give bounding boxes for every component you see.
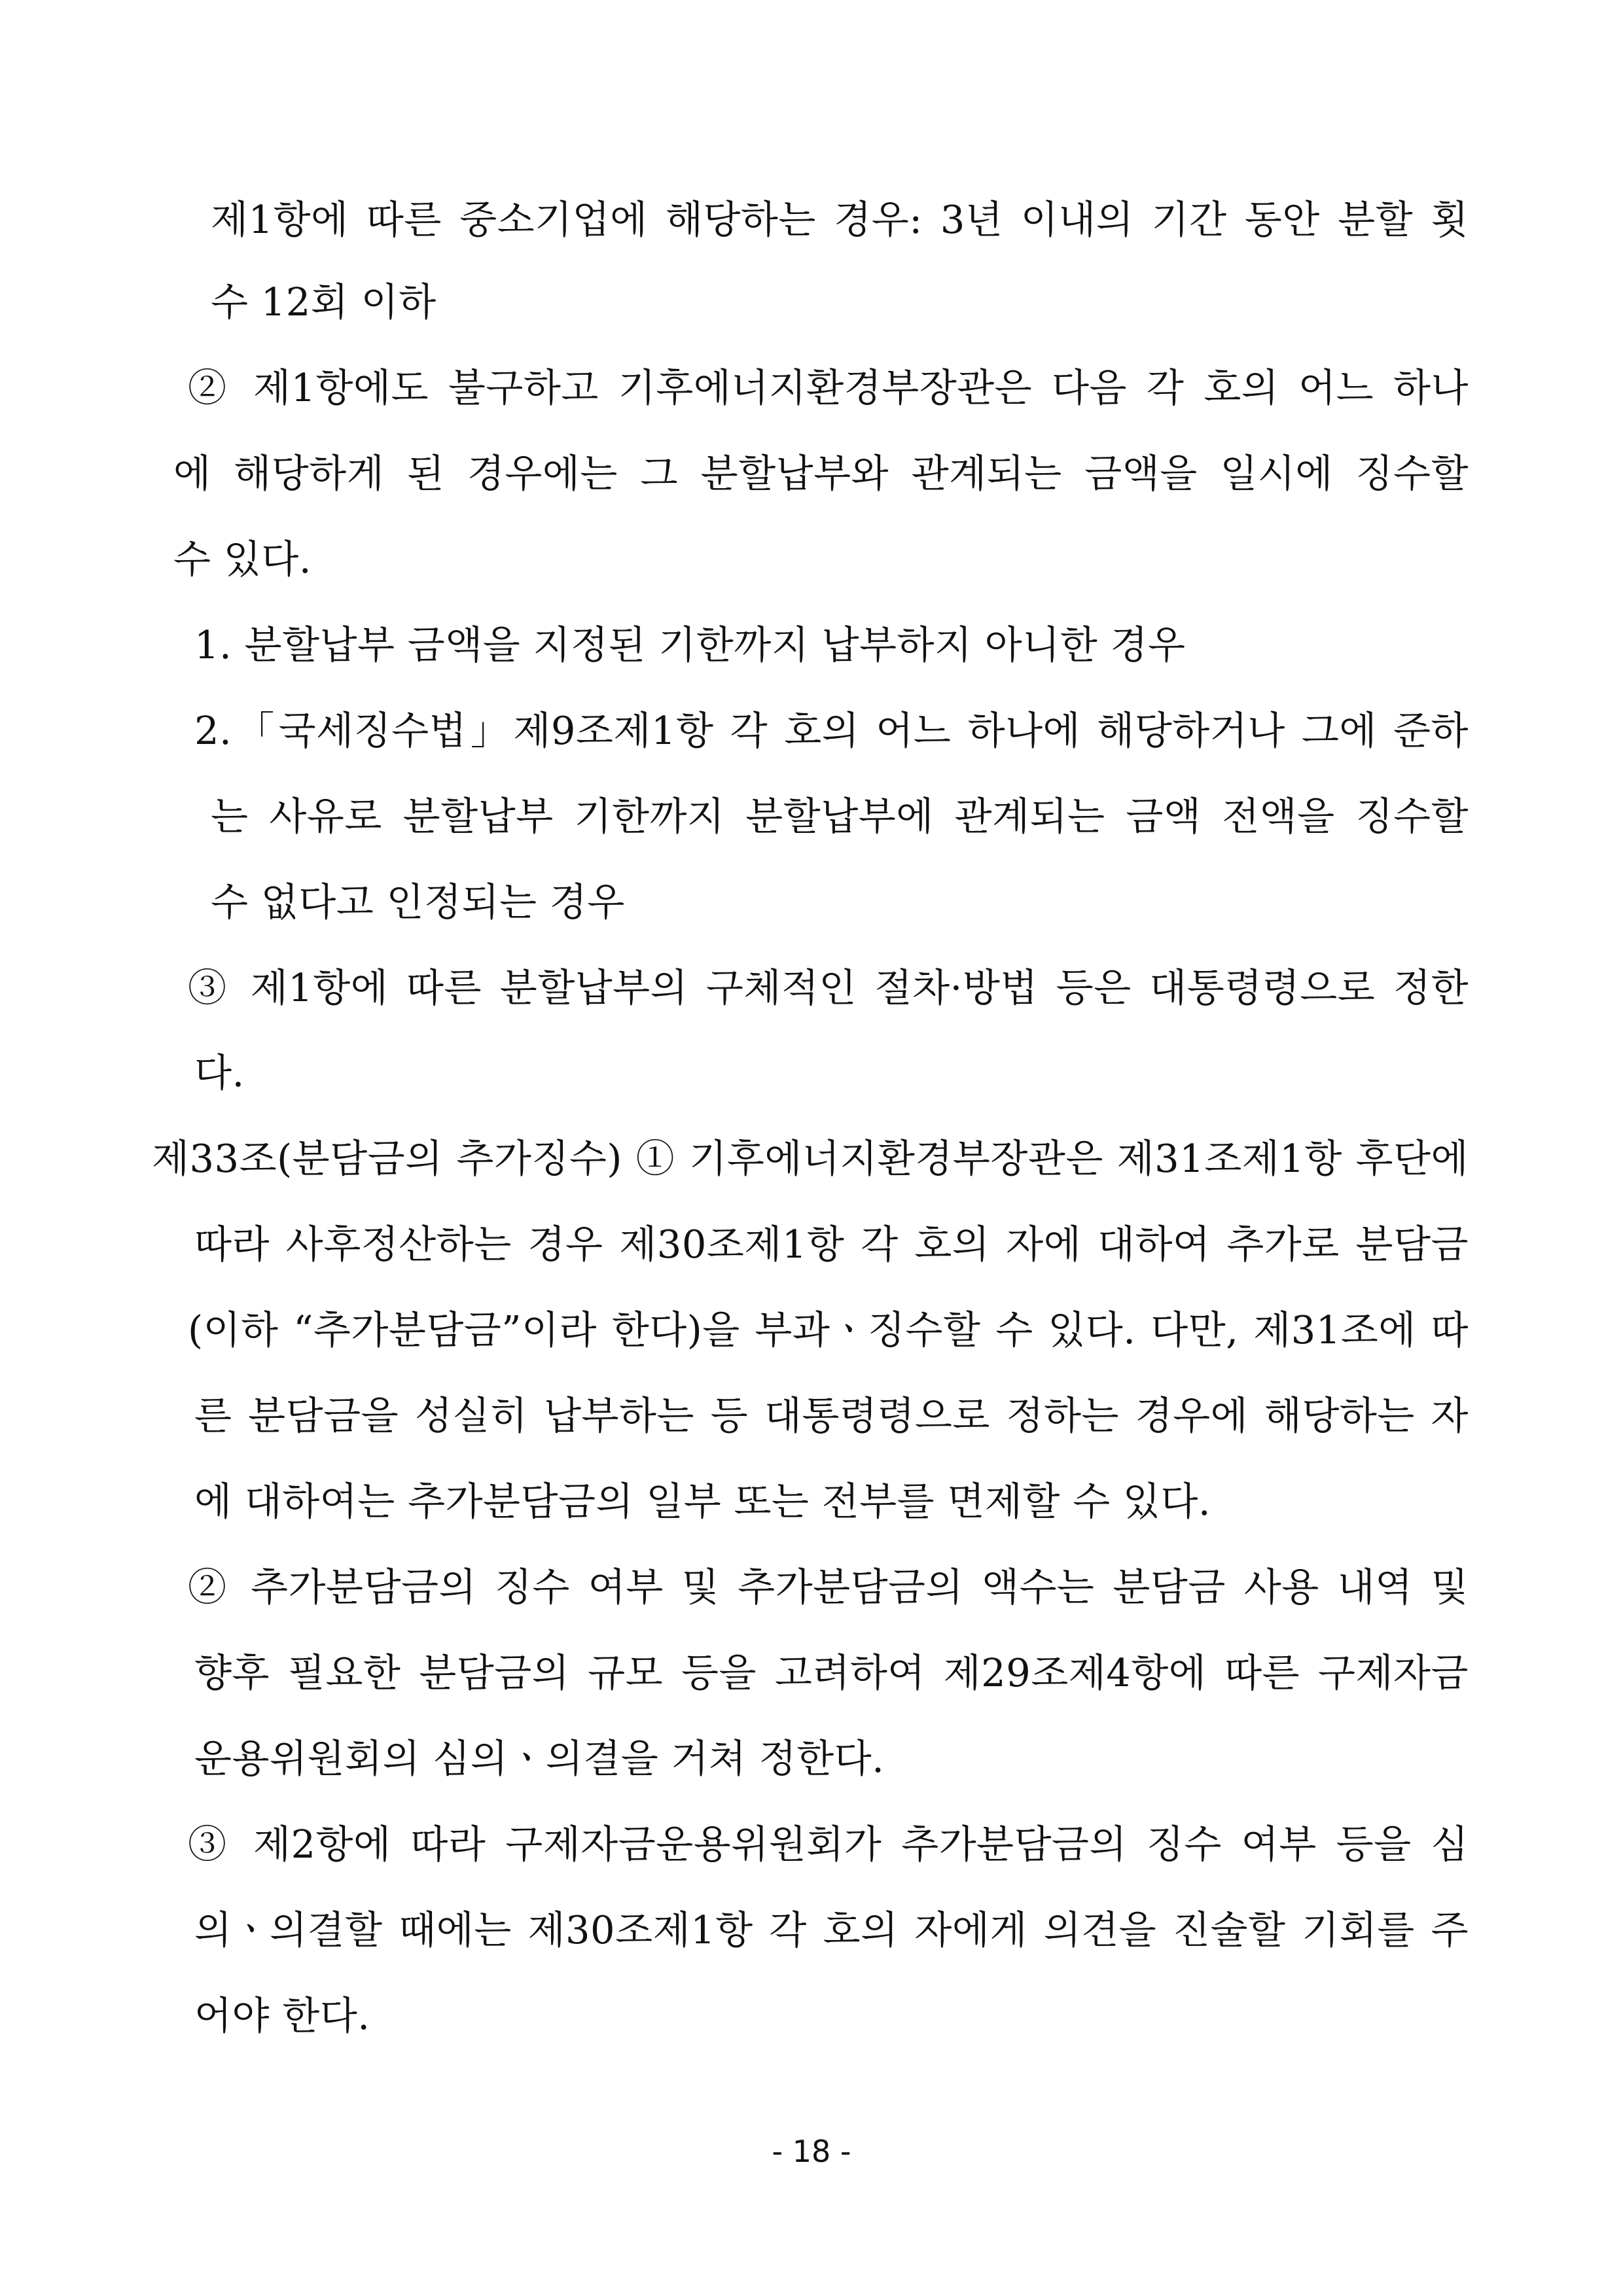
text-line-4: 에 해당하게 된 경우에는 그 분할납부와 관계되는 금액을 일시에 징수할 — [173, 451, 1469, 496]
text-line-8: 는 사유로 분할납부 기한까지 분할납부에 관계되는 금액 전액을 징수할 — [211, 794, 1469, 839]
text-line-5: 수 있다. — [173, 537, 312, 582]
text-line-3: ② 제1항에도 불구하고 기후에너지환경부장관은 다음 각 호의 어느 하나 — [188, 365, 1469, 410]
page-number: - 18 - — [772, 2134, 851, 2169]
article-heading-line: 제33조(분담금의 추가징수) ① 기후에너지환경부장관은 제31조제1항 후단에 — [152, 1136, 1469, 1181]
text-line-11: 다. — [194, 1050, 245, 1095]
text-line-13: 따라 사후정산하는 경우 제30조제1항 각 호의 자에 대하여 추가로 분담금 — [194, 1222, 1469, 1267]
text-line-17: ② 추가분담금의 징수 여부 및 추가분담금의 액수는 분담금 사용 내역 및 — [188, 1564, 1469, 1610]
text-line-21: 의ㆍ의결할 때에는 제30조제1항 각 호의 자에게 의견을 진술할 기회를 주 — [194, 1907, 1469, 1952]
text-line-14: (이하 “추가분담금”이라 한다)을 부과ㆍ징수할 수 있다. 다만, 제31조에 따 — [188, 1307, 1469, 1352]
text-line-6: 1. 분할납부 금액을 지정된 기한까지 납부하지 아니한 경우 — [194, 622, 1186, 667]
text-line-16: 에 대하여는 추가분담금의 일부 또는 전부를 면제할 수 있다. — [194, 1479, 1211, 1524]
text-line-15: 른 분담금을 성실히 납부하는 등 대통령령으로 정하는 경우에 해당하는 자 — [194, 1393, 1469, 1438]
text-line-9: 수 없다고 인정되는 경우 — [211, 879, 625, 925]
text-line-2: 수 12회 이하 — [211, 279, 437, 325]
text-line-7: 2.「국세징수법」제9조제1항 각 호의 어느 하나에 해당하거나 그에 준하 — [194, 708, 1469, 753]
text-line-18: 향후 필요한 분담금의 규모 등을 고려하여 제29조제4항에 따른 구제자금 — [194, 1650, 1469, 1695]
text-line-10: ③ 제1항에 따른 분할납부의 구체적인 절차·방법 등은 대통령령으로 정한 — [188, 965, 1469, 1010]
text-line-20: ③ 제2항에 따라 구제자금운용위원회가 추가분담금의 징수 여부 등을 심 — [188, 1822, 1469, 1867]
text-line-1: 제1항에 따른 중소기업에 해당하는 경우: 3년 이내의 기간 동안 분할 횟 — [211, 197, 1469, 242]
text-line-19: 운용위원회의 심의ㆍ의결을 거쳐 정한다. — [194, 1736, 885, 1781]
text-line-22: 어야 한다. — [194, 1993, 370, 2038]
